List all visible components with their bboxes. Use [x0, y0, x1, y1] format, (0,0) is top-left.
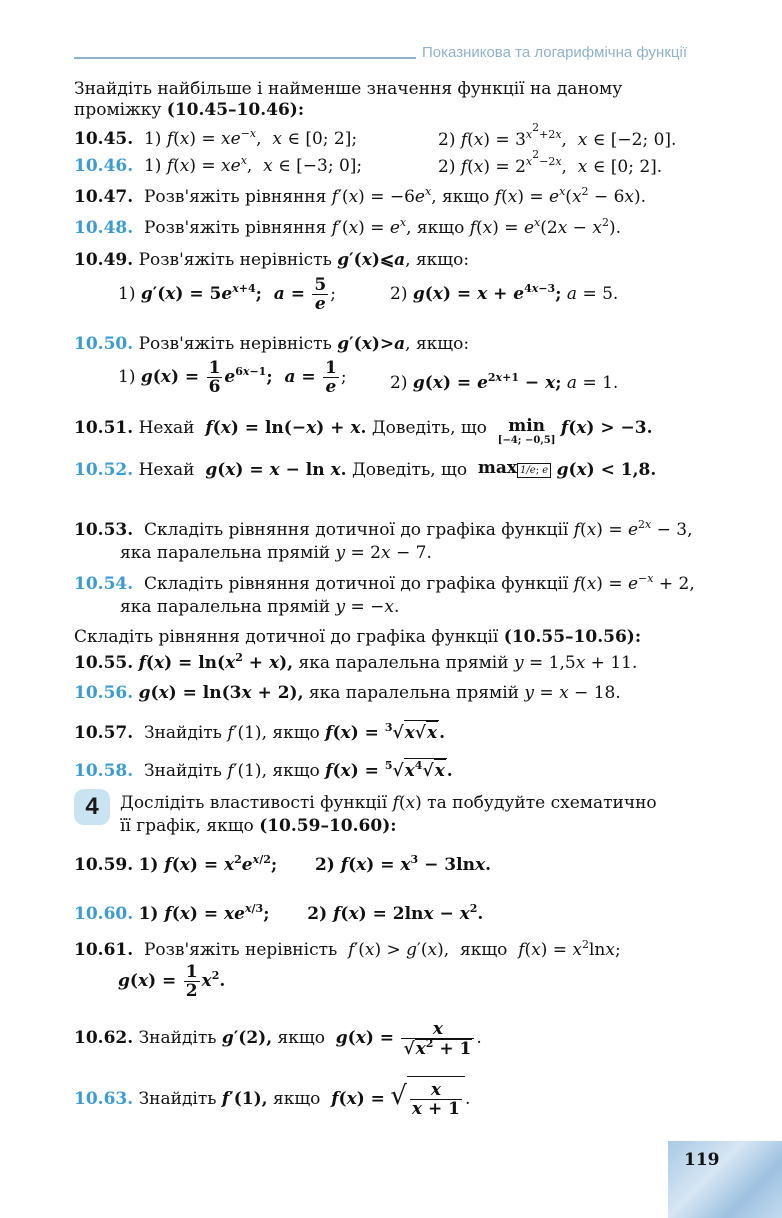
problem-10-46: 10.46. 1) $f(x) = xe^x$, x ∈ [−3; 0];	[74, 154, 363, 176]
problem-10-54: 10.54. Складіть рівняння дотичної до графіка функції $f(x) = e^{-x} + 2$,	[74, 572, 695, 594]
problem-10-50: 10.50. Розв'яжіть нерівність g′(x)>a, якщо:	[74, 334, 470, 354]
level-4-line1: Дослідіть властивості функції f(x) та побудуйте схематично	[120, 793, 657, 813]
problem-10-60: 10.60. 1) $f(x) = xe^{x/3}$; 2) $f(x) = 2\ln x - x^2$.	[74, 902, 484, 924]
page-number: 119	[684, 1150, 720, 1170]
problem-10-49-cases: 1) $g'(x) = 5e^{x+4}$; a = $\frac{5}{e}$ ;	[118, 275, 336, 314]
problem-10-61: 10.61. Розв'яжіть нерівність f′(x) > g′(x), якщо $f(x) = x^2\ln x$;	[74, 938, 621, 960]
problem-10-50-case2: 2) $g(x) = e^{2x+1} - x$; a = 1.	[390, 371, 619, 393]
problem-10-59: 10.59. 1) $f(x) = x^2e^{x/2}$; 2) $f(x) = x^3 - 3\ln x$.	[74, 853, 491, 875]
level-4-line2: її графік, якщо (10.59–10.60):	[120, 816, 397, 836]
level-badge: 4	[74, 789, 110, 825]
problem-10-49: 10.49. Розв'яжіть нерівність g′(x)⩽a, якщо:	[74, 250, 470, 270]
running-header: Показникова та логарифмічна функції	[422, 44, 687, 61]
problem-10-57: 10.57. Знайдіть f′(1), якщо f(x) = $^3$√x√x .	[74, 721, 446, 743]
problem-10-46-part2: 2) $f(x) = 2^{x^2-2x}$, x ∈ [0; 2].	[438, 148, 663, 177]
problem-10-55: 10.55. $f(x) = \ln(x^2 + x)$, яка паралельна прямій y = 1,5x + 11.	[74, 651, 638, 673]
problem-10-56: 10.56. g(x) = ln(3x + 2), яка паралельна прямій y = x − 18.	[74, 683, 621, 703]
problem-10-48: 10.48. Розв'яжіть рівняння $f'(x) = e^x$, якщо $f(x) = e^x(2x - x^2)$.	[74, 216, 621, 238]
problem-10-53: 10.53. Складіть рівняння дотичної до графіка функції $f(x) = e^{2x} - 3$,	[74, 518, 693, 540]
intro-text-1: Знайдіть найбільше і найменше значення функції на даному проміжку (10.45–10.46):	[74, 79, 623, 120]
problem-10-45: 10.45. 1) $f(x) = xe^{-x}$, x ∈ [0; 2];	[74, 127, 358, 149]
problem-10-52: 10.52. Нехай g(x) = x − ln x. Доведіть, що max 1/e; e g(x) < 1,8.	[74, 458, 657, 480]
problem-10-58: 10.58. Знайдіть f′(1), якщо $f(x) = ^5√x^4√x$ .	[74, 759, 453, 781]
intro-text-2: Складіть рівняння дотичної до графіка функції (10.55–10.56):	[74, 627, 642, 647]
problem-10-62: 10.62. Знайдіть g′(2), якщо g(x) = $\frac{x}{√x^2 + 1}$ .	[74, 1018, 482, 1059]
problem-10-51: 10.51. Нехай f(x) = ln(−x) + x. Доведіть, що min [−4; −0,5] f(x) > −3.	[74, 416, 653, 446]
problem-10-61-g: g(x) = $\frac{1}{2}$ $x^2$.	[118, 962, 226, 1001]
header-rule	[74, 57, 416, 59]
problem-10-50-cases: 1) g(x) = $\frac{1}{6}$ $e^{6x-1}$; a = $\frac{1}{e}$ ;	[118, 358, 347, 397]
problem-10-47: 10.47. Розв'яжіть рівняння $f'(x) = -6e^x$, якщо $f(x) = e^x(x^2 - 6x)$.	[74, 185, 647, 207]
problem-10-49-case2: 2) $g(x) = x + e^{4x-3}$; a = 5.	[390, 282, 619, 304]
problem-10-63: 10.63. Знайдіть f′(1), якщо f(x) = √ $\frac{x}{x + 1}$ .	[74, 1074, 470, 1121]
problem-10-45-part2: 2) $f(x) = 3^{x^2+2x}$, x ∈ [−2; 0].	[438, 121, 677, 150]
problem-10-54-line2: яка паралельна прямій y = −x.	[120, 597, 400, 617]
problem-10-53-line2: яка паралельна прямій y = 2x − 7.	[120, 543, 432, 563]
